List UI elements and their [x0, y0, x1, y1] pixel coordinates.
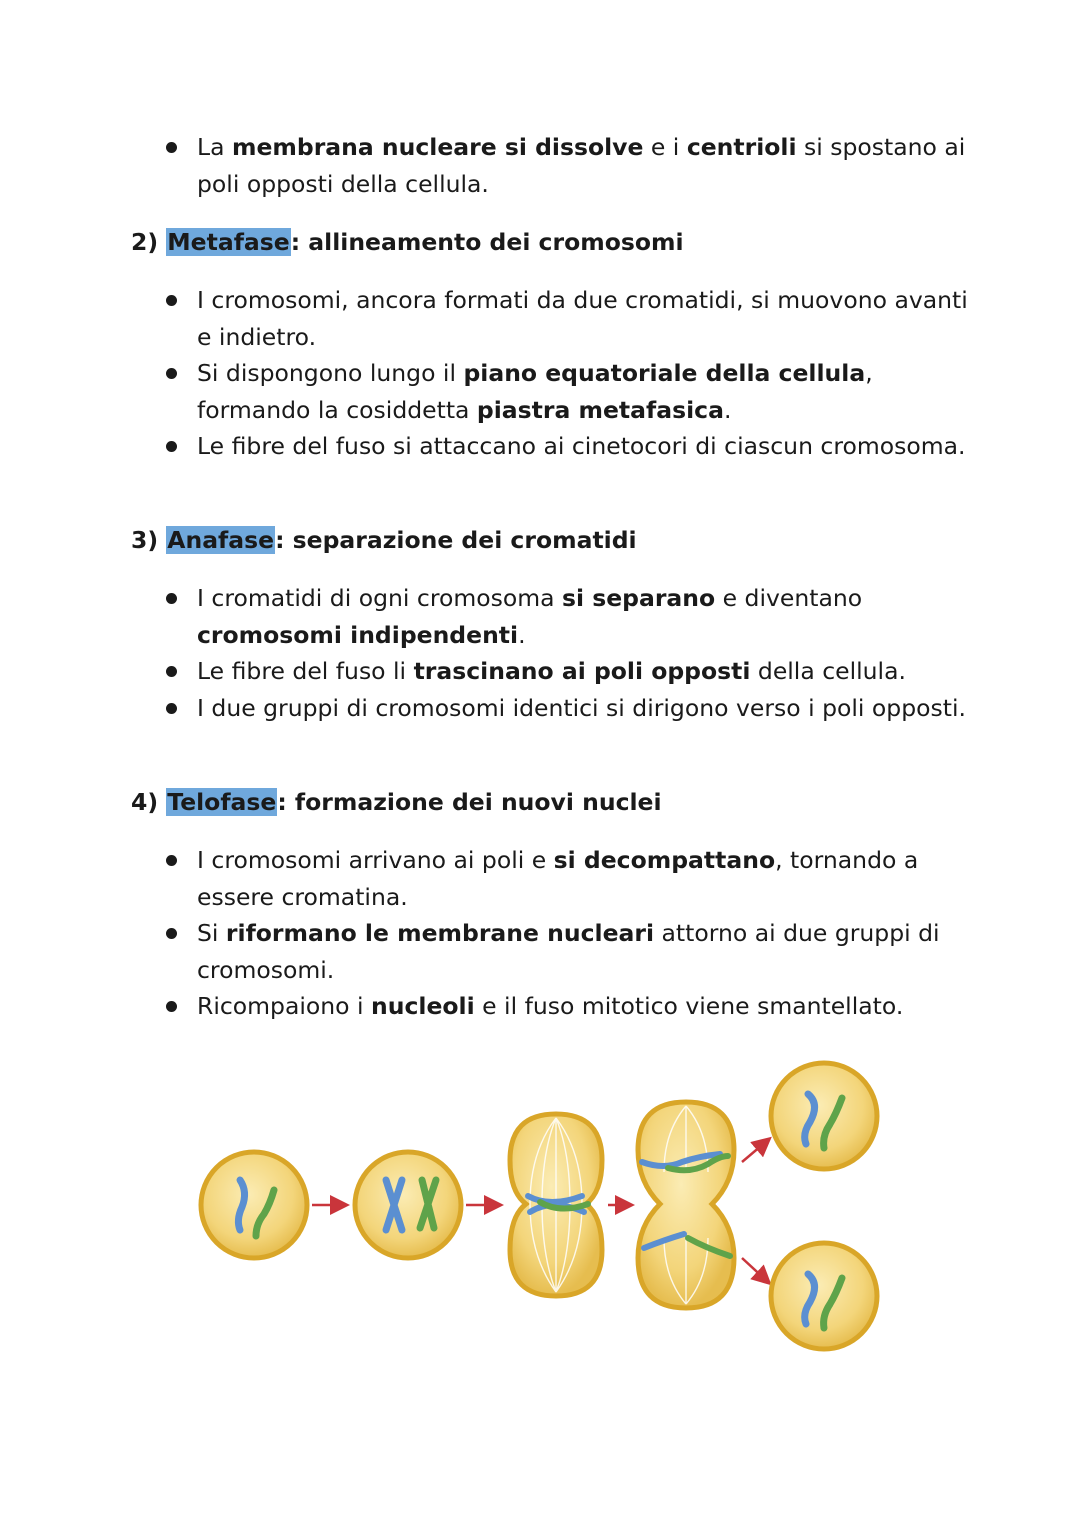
phase-highlight: Anafase	[167, 526, 275, 554]
section-subtitle: : formazione dei nuovi nuclei	[277, 788, 662, 816]
bullet-item	[0, 690, 1080, 727]
text-run: I cromatidi di ogni cromosoma	[197, 584, 562, 612]
bold-text: si separano	[562, 584, 716, 612]
metafase-bullet-list	[0, 282, 1080, 465]
daughter-cell-top	[771, 1063, 877, 1169]
bold-text: piano equatoriale della cellula	[463, 359, 866, 387]
bold-text: riformano le membrane nucleari	[225, 919, 655, 947]
text-run: Si	[197, 919, 226, 947]
bullet-item	[0, 428, 1080, 465]
text-run: I cromosomi, ancora formati da due cromatidi, si muovono avanti e indietro.	[197, 286, 968, 351]
section-body-telofase	[0, 842, 1080, 1025]
text-run: I cromosomi arrivano ai poli e	[197, 846, 554, 874]
bold-text: si decompattano	[553, 846, 776, 874]
bullet-item	[0, 842, 1080, 915]
bullet-dot-icon	[166, 142, 177, 153]
text-run: e i	[643, 133, 687, 161]
bullet-item	[0, 580, 1080, 653]
section-number: 4)	[131, 788, 159, 816]
daughter-cell-bottom	[771, 1243, 877, 1349]
section-number: 2)	[131, 228, 159, 256]
bullet-dot-icon	[166, 666, 177, 677]
text-run: I due gruppi di cromosomi identici si dirigono verso i poli opposti.	[197, 693, 966, 722]
cell-prophase	[355, 1152, 461, 1258]
bullet-dot-icon	[166, 593, 177, 604]
bold-text: trascinano ai poli opposti	[413, 657, 751, 685]
text-run: Le fibre del fuso si attaccano ai cinetocori di ciascun cromosoma.	[197, 432, 966, 460]
phase-highlight: Telofase	[167, 788, 277, 816]
section-heading-metafase	[131, 224, 684, 260]
section-subtitle: : separazione dei cromatidi	[275, 526, 637, 554]
text-run: , tornando a essere cromatina.	[197, 846, 919, 911]
section-body-metafase	[0, 282, 1080, 465]
anafase-bullet-list	[0, 580, 1080, 726]
bullet-dot-icon	[166, 703, 177, 714]
bullet-item	[0, 988, 1080, 1025]
text-run: La	[197, 133, 232, 161]
bold-text: cromosomi indipendenti	[197, 620, 519, 649]
text-run: della cellula.	[750, 657, 906, 685]
bold-text: membrana nucleare si dissolve	[231, 133, 644, 161]
section-heading-anafase	[131, 522, 637, 558]
bold-text: centrioli	[686, 133, 797, 161]
mitosis-stages-illustration	[190, 1052, 890, 1362]
cell-interphase	[201, 1152, 307, 1258]
bold-text: nucleoli	[371, 992, 475, 1020]
cell-metaphase	[510, 1114, 602, 1296]
text-run: Ricompaiono i	[197, 992, 372, 1020]
text-run: e il fuso mitotico viene smantellato.	[474, 992, 904, 1020]
section-heading-telofase	[131, 784, 662, 820]
cell-anaphase	[638, 1102, 734, 1308]
bullet-item	[0, 129, 1080, 202]
text-run: Le fibre del fuso li	[197, 657, 414, 685]
intro-bullet-list	[0, 129, 1080, 202]
text-run: attorno ai due gruppi di cromosomi.	[197, 919, 940, 984]
bullet-dot-icon	[166, 368, 177, 379]
bullet-dot-icon	[166, 295, 177, 306]
text-run: si spostano ai poli opposti della cellula.	[197, 133, 966, 198]
phase-highlight: Metafase	[167, 228, 290, 256]
text-run: .	[518, 620, 526, 649]
bullet-dot-icon	[166, 928, 177, 939]
intro-block	[0, 129, 1080, 202]
bullet-item	[0, 282, 1080, 355]
bullet-item	[0, 653, 1080, 690]
text-run: , formando la cosiddetta	[197, 359, 873, 424]
bullet-dot-icon	[166, 441, 177, 452]
section-body-anafase	[0, 580, 1080, 726]
text-run: .	[723, 395, 732, 424]
bold-text: piastra metafasica	[476, 395, 724, 424]
text-run: Si dispongono lungo il	[197, 359, 464, 387]
bullet-dot-icon	[166, 855, 177, 866]
telofase-bullet-list	[0, 842, 1080, 1025]
bullet-item	[0, 355, 1080, 428]
section-number: 3)	[131, 526, 159, 554]
arrow-icon	[742, 1258, 768, 1282]
text-run: e diventano	[715, 584, 863, 612]
arrow-icon	[742, 1140, 768, 1162]
section-subtitle: : allineamento dei cromosomi	[290, 228, 684, 256]
bullet-dot-icon	[166, 1001, 177, 1012]
bullet-item	[0, 915, 1080, 988]
